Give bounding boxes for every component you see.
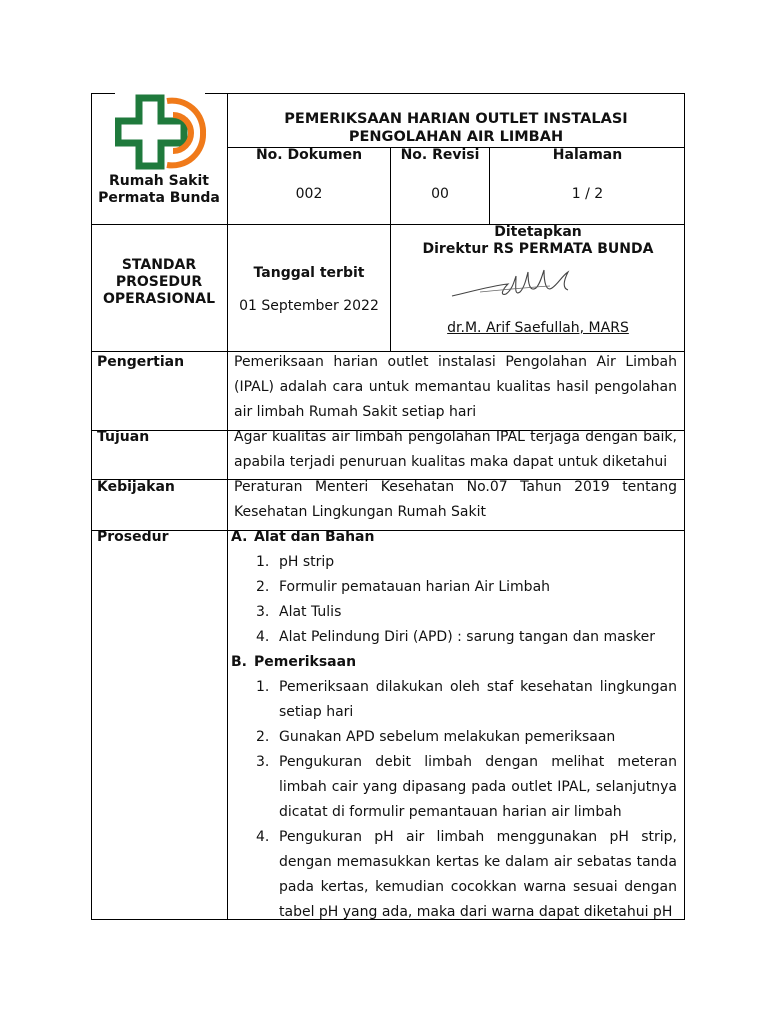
list-item: Formulir pematauan harian Air Limbah: [279, 579, 551, 595]
section-b-title: Pemeriksaan: [254, 654, 357, 670]
list-number: 3.: [256, 604, 270, 620]
sop-label-line2: PROSEDUR: [115, 274, 203, 290]
no-revisi-label: No. Revisi: [400, 147, 480, 163]
pengertian-text: Pemeriksaan harian outlet instalasi Pengolahan Air Limbah (IPAL) adalah cara untuk memantau kualitas hasil pengolahan air limbah Rumah Sakit setiap hari: [234, 354, 677, 420]
list-number: 1.: [256, 679, 270, 695]
tujuan-label: Tujuan: [97, 429, 150, 445]
divider: [227, 93, 228, 920]
list-number: 2.: [256, 729, 270, 745]
ditetapkan-label: Ditetapkan: [494, 224, 582, 240]
hospital-name-line1: Rumah Sakit: [109, 173, 209, 189]
list-item: Pengukuran debit limbah dengan melihat meteran limbah cair yang dipasang pada outlet IPAL, selanjutnya dicatat di formulir pemantauan harian air limbah: [279, 754, 677, 820]
hospital-name: [92, 173, 226, 207]
list-number: 3.: [256, 754, 270, 770]
no-dokumen-value: 002: [295, 186, 323, 202]
no-dokumen-label: No. Dokumen: [255, 147, 363, 163]
hospital-name-line2: Permata Bunda: [98, 190, 220, 206]
section-a-title: Alat dan Bahan: [254, 529, 375, 545]
list-item: Alat Pelindung Diri (APD) : sarung tangan dan masker: [279, 629, 655, 645]
kebijakan-text: Peraturan Menteri Kesehatan No.07 Tahun 2019 tentang Kesehatan Lingkungan Rumah Sakit: [234, 479, 677, 520]
signature: [450, 262, 580, 304]
halaman-label: Halaman: [552, 147, 623, 163]
list-item: pH strip: [279, 554, 335, 570]
kebijakan-label: Kebijakan: [97, 479, 175, 495]
hospital-logo: [115, 93, 211, 175]
list-item: Pengukuran pH air limbah menggunakan pH strip, dengan memasukkan kertas ke dalam air sebatas tanda pada kertas, kemudian cocokkan warna sesuai dengan tabel pH yang ada, maka dari warna dapat diketahui pH: [279, 829, 677, 920]
list-number: 2.: [256, 579, 270, 595]
tujuan-text: Agar kualitas air limbah pengolahan IPAL terjaga dengan baik, apabila terjadi penuruan kualitas maka dapat untuk diketahui: [234, 429, 677, 470]
sop-label-line3: OPERASIONAL: [102, 291, 215, 307]
direktur-label: Direktur RS PERMATA BUNDA: [422, 241, 654, 257]
pengertian-label: Pengertian: [97, 354, 185, 370]
document-title: PEMERIKSAAN HARIAN OUTLET INSTALASI PENGOLAHAN AIR LIMBAH: [284, 111, 628, 145]
list-item: Gunakan APD sebelum melakukan pemeriksaan: [279, 729, 616, 745]
prosedur-label: Prosedur: [97, 529, 169, 545]
tanggal-terbit-value: 01 September 2022: [239, 298, 379, 314]
list-number: 4.: [256, 829, 270, 845]
halaman-value: 1 / 2: [571, 186, 604, 202]
list-item: Alat Tulis: [279, 604, 342, 620]
sop-label-line1: STANDAR: [121, 257, 197, 273]
no-revisi-value: 00: [431, 186, 449, 202]
section-a-letter: A.: [231, 529, 248, 545]
signatory-name: dr.M. Arif Saefullah, MARS: [447, 320, 629, 336]
tanggal-terbit-label: Tanggal terbit: [253, 265, 365, 281]
section-b-letter: B.: [231, 654, 247, 670]
list-number: 1.: [256, 554, 270, 570]
list-item: Pemeriksaan dilakukan oleh staf kesehatan lingkungan setiap hari: [279, 679, 677, 720]
divider: [91, 530, 685, 531]
list-number: 4.: [256, 629, 270, 645]
sop-label: [92, 257, 226, 308]
